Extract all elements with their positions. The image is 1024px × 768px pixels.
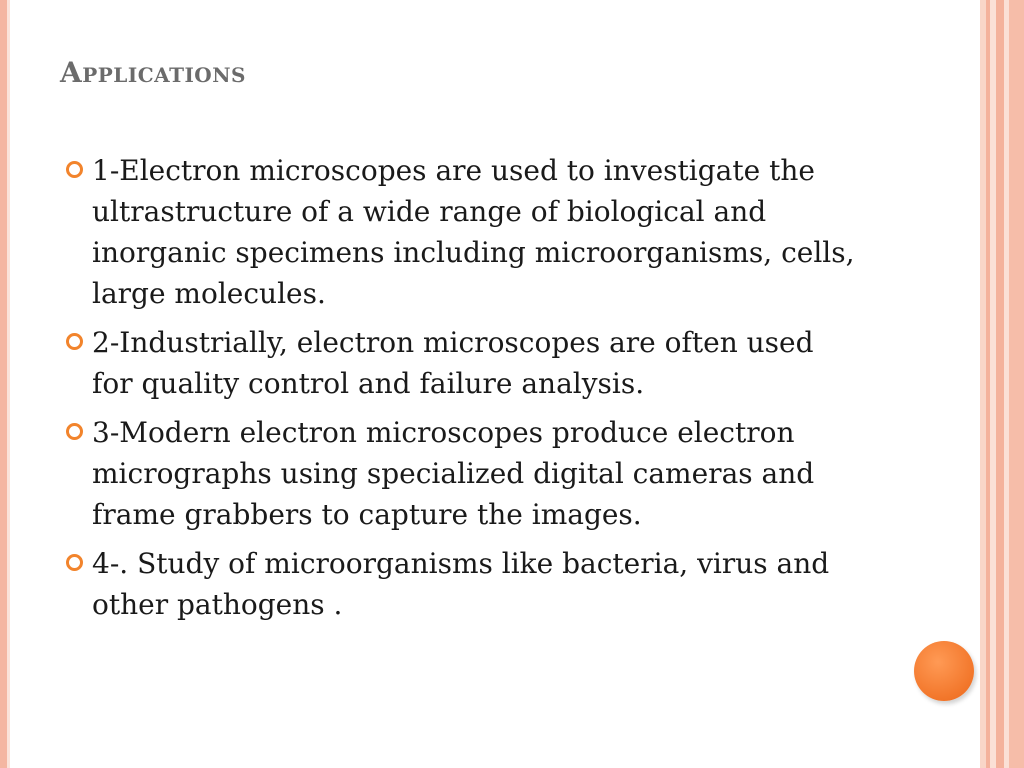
- right-border-stripe: [1009, 0, 1024, 768]
- orange-circle-decoration: [914, 641, 974, 701]
- bullet-item: [60, 150, 860, 314]
- right-border-stripe: [996, 0, 1004, 768]
- ring-bullet-icon: [66, 554, 83, 571]
- bullet-text: 1-Electron microscopes are used to investigate the ultrastructure of a wide range of biological and inorganic specimens including microorganisms, cells, large molecules.: [92, 154, 855, 310]
- bullet-text: 3-Modern electron microscopes produce electron micrographs using specialized digital cameras and frame grabbers to capture the images.: [92, 416, 815, 531]
- slide-title: Applications: [60, 56, 246, 89]
- bullet-text: 2-Industrially, electron microscopes are often used for quality control and failure analysis.: [92, 326, 814, 400]
- bullet-item: [60, 543, 860, 625]
- bullet-list: [60, 150, 860, 633]
- bullet-item: [60, 412, 860, 535]
- left-border-stripe-light: [7, 0, 10, 768]
- ring-bullet-icon: [66, 333, 83, 350]
- ring-bullet-icon: [66, 423, 83, 440]
- ring-bullet-icon: [66, 161, 83, 178]
- left-border-stripe: [0, 0, 7, 768]
- bullet-text: 4-. Study of microorganisms like bacteria, virus and other pathogens .: [92, 547, 830, 621]
- bullet-item: [60, 322, 860, 404]
